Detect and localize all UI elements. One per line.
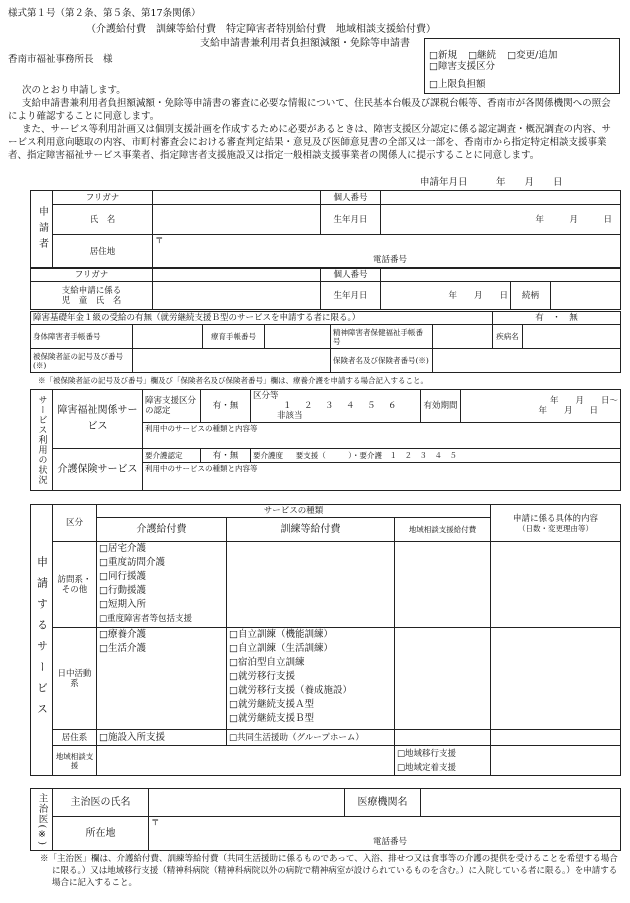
checkbox-support-class[interactable]: □障害支援区分 <box>429 61 495 72</box>
institution-field[interactable] <box>421 789 621 817</box>
checkbox-new[interactable]: □新規 <box>429 50 457 61</box>
institution-label: 医療機関名 <box>345 789 421 817</box>
content-residential-field[interactable] <box>491 730 621 746</box>
child-name-label: 支給申請に係る 児 童 氏 名 <box>31 282 153 310</box>
period-end: 年 月 日 <box>538 406 598 416</box>
option-group-home[interactable]: □共同生活援助（グループホーム） <box>229 732 364 743</box>
training-residential-cell <box>227 730 395 746</box>
care-level-values: 要支援（ ）・要介護 １ ２ ３ ４ ５ <box>295 450 457 460</box>
request-section-label: 申請するサービス <box>31 505 53 776</box>
application-type-box <box>424 38 620 94</box>
doctor-address-field[interactable] <box>149 817 621 851</box>
checkbox-cap-amount[interactable]: □上限負担額 <box>429 79 486 90</box>
category-header: 区分 <box>53 505 97 542</box>
mental-handbook-field[interactable] <box>433 325 493 349</box>
child-relation-field[interactable] <box>551 282 621 310</box>
welfare-services-label: 障害福祉関係サービス <box>53 390 143 449</box>
class-not-applicable: 非該当 <box>277 411 303 421</box>
application-date[interactable]: 申請年月日 年 月 日 <box>420 177 563 188</box>
insured-note: ※「被保険者証の記号及び番号」欄及び「保険者名及び保険者番号」欄は、療養介護を申請する場合記入すること。 <box>38 376 428 385</box>
option-short-stay[interactable]: □短期入所 <box>99 599 146 610</box>
requested-services-table <box>30 504 621 776</box>
training-visiting-empty <box>227 542 395 628</box>
applicant-postal-mark: 〒 <box>155 236 164 246</box>
applicant-address-field[interactable] <box>153 235 621 269</box>
care-daytime-list <box>97 628 227 730</box>
services-in-use-section-label: サービス利用の状況 <box>31 390 53 491</box>
content-community-field[interactable] <box>491 746 621 776</box>
community-options-cell <box>395 746 491 776</box>
support-class-choice[interactable]: 有・無 <box>201 390 251 423</box>
option-independence-life[interactable]: □自立訓練（生活訓練） <box>229 643 333 654</box>
doctor-phone-label: 電話番号 <box>373 837 408 847</box>
doctor-table <box>30 788 621 851</box>
community-benefit-header: 地域相談支援給付費 <box>395 518 491 542</box>
applicant-furigana-label: フリガナ <box>53 191 153 205</box>
form-title-line2: 支給申請書兼利用者負担額減額・免除等申請書 <box>200 38 410 49</box>
child-name-field[interactable] <box>153 282 321 310</box>
applicant-name-field[interactable] <box>153 205 321 235</box>
intro-paragraph3: また、サービス等利用計画又は個別支援計画を作成するために必要があるときは、障害支援区分認定に係る認定調査・概況調査の内容、サービス利用意向聴取の内容、市町村審査会における審査判定結果・意見及び医師意見書の全部又は一部を、香南市から指定特定相談支援事業者、指定障害福祉サービス事業者、指定障害者支援施設又は指定一般相談支援事業者の関係人に提示することに同意します。 <box>8 124 612 161</box>
care-cert-label: 要介護認定 <box>143 449 201 463</box>
disease-label: 疾病名 <box>493 325 523 349</box>
community-visiting-empty <box>395 542 491 628</box>
applicant-id-label: 個人番号 <box>321 191 381 205</box>
option-residential-training[interactable]: □宿泊型自立訓練 <box>229 657 305 668</box>
option-home-care[interactable]: □居宅介護 <box>99 543 146 554</box>
insurer-label: 保険者名及び保険者番号(※) <box>331 349 433 373</box>
option-employment-transition-school[interactable]: □就労移行支援（養成施設） <box>229 685 352 696</box>
option-community-settlement[interactable]: □地域定着支援 <box>397 762 457 773</box>
applicant-address-label: 居住地 <box>53 235 153 269</box>
care-benefit-header: 介護給付費 <box>97 518 227 542</box>
pension-choice[interactable]: 有 ・ 無 <box>493 312 621 325</box>
doctor-name-field[interactable] <box>149 789 345 817</box>
applicant-table <box>30 190 621 269</box>
rehab-handbook-label: 療育手帳番号 <box>203 325 265 349</box>
care-cert-choice[interactable]: 有・無 <box>201 449 251 463</box>
option-employment-a[interactable]: □就労継続支援Ａ型 <box>229 699 314 710</box>
option-community-transition[interactable]: □地域移行支援 <box>397 748 457 759</box>
content-daytime-field[interactable] <box>491 628 621 730</box>
checkbox-continue[interactable]: □継続 <box>468 50 497 61</box>
care-insurance-label: 介護保険サービス <box>53 449 143 491</box>
service-types-header: サービスの種類 <box>97 505 491 518</box>
child-id-field[interactable] <box>381 268 621 282</box>
class-values-cell[interactable] <box>251 390 421 423</box>
care-residential-cell <box>97 730 227 746</box>
option-severe-visiting-care[interactable]: □重度訪問介護 <box>99 557 165 568</box>
support-class-label: 障害支援区分の認定 <box>143 390 201 423</box>
physical-handbook-field[interactable] <box>133 325 203 349</box>
child-table <box>30 267 621 310</box>
doctor-note: ※「主治医」欄は、介護給付費、訓練等給付費（共同生活援助に係るものであって、入浴、排せつ又は食事等の介護の提供を受けることを希望する場合に限る。）又は地域移行支援（精神科病院（精神科病院以外の病院で精神病室が設けられているものを含む。）に入院している者に限る。）を申請する場合に記入すること。 <box>40 854 618 888</box>
checkbox-change[interactable]: □変更/追加 <box>507 50 558 61</box>
request-content-header: 申請に係る具体的内容 （日数・変更理由等） <box>491 505 621 542</box>
visiting-group-label: 訪問系・その他 <box>53 542 97 628</box>
insured-number-field[interactable] <box>133 349 331 373</box>
option-employment-transition[interactable]: □就労移行支援 <box>229 671 295 682</box>
option-facility-admission[interactable]: □施設入所支援 <box>99 731 165 743</box>
form-title-line1: （介護給付費 訓練等給付費 特定障害者特別給付費 地域相談支援給付費） <box>86 24 436 35</box>
option-medical-care[interactable]: □療養介護 <box>99 629 146 640</box>
child-furigana-label: フリガナ <box>31 268 153 282</box>
period-start: 年 月 日～ <box>549 396 618 406</box>
services-in-use-table <box>30 389 621 491</box>
care-level-cell[interactable] <box>251 449 621 463</box>
option-behavior-support[interactable]: □行動援護 <box>99 585 146 596</box>
option-independence-function[interactable]: □自立訓練（機能訓練） <box>229 629 333 640</box>
disease-field[interactable] <box>523 325 621 349</box>
mental-handbook-label: 精神障害者保健福祉手帳番号 <box>331 325 433 349</box>
option-accompanying-support[interactable]: □同行援護 <box>99 571 146 582</box>
welfare-in-use-types[interactable]: 利用中のサービスの種類と内容等 <box>143 423 621 449</box>
care-in-use-types[interactable]: 利用中のサービスの種類と内容等 <box>143 463 621 491</box>
doctor-section-label: 主治医(※) <box>31 789 53 851</box>
child-relation-label: 続柄 <box>511 282 551 310</box>
doctor-address-label: 所在地 <box>53 817 149 851</box>
content-visiting-field[interactable] <box>491 542 621 628</box>
valid-period-field[interactable] <box>461 390 621 423</box>
insured-number-label: 被保険者証の記号及び番号(※) <box>31 349 133 373</box>
child-id-label: 個人番号 <box>321 268 381 282</box>
child-birth-label: 生年月日 <box>321 282 381 310</box>
handbook-table <box>30 311 621 373</box>
class-values: １ ２ ３ ４ ５ ６ <box>283 401 399 411</box>
class-label: 区分等 <box>253 391 279 401</box>
applicant-section-label: 申請者 <box>31 191 53 269</box>
applicant-id-field[interactable] <box>381 191 621 205</box>
rehab-handbook-field[interactable] <box>265 325 331 349</box>
physical-handbook-label: 身体障害者手帳番号 <box>31 325 133 349</box>
care-level-label: 要介護度 <box>253 450 283 460</box>
doctor-postal-mark: 〒 <box>151 818 160 828</box>
community-care-empty <box>97 746 395 776</box>
option-employment-b[interactable]: □就労継続支援Ｂ型 <box>229 713 314 724</box>
community-residential-empty <box>395 730 491 746</box>
training-daytime-list <box>227 628 395 730</box>
child-birth-field[interactable]: 年 月 日 <box>381 282 511 310</box>
option-comprehensive-support[interactable]: □重度障害者等包括支援 <box>99 614 193 624</box>
pension-question: 障害基礎年金１級の受給の有無（就労継続支援Ｂ型のサービスを申請する者に限る。） <box>31 312 493 325</box>
intro-line1: 次のとおり申請します。 <box>22 85 126 96</box>
applicant-furigana-field[interactable] <box>153 191 321 205</box>
applicant-birth-field[interactable]: 年 月 日 <box>381 205 621 235</box>
applicant-name-label: 氏 名 <box>53 205 153 235</box>
community-daytime-empty <box>395 628 491 730</box>
application-type-row1 <box>429 43 557 62</box>
intro-paragraph2: 支給申請書兼利用者負担額減額・免除等申請書の審査に必要な情報について、住民基本台帳及び課税台帳等、香南市が各関係機関への照会により確認することに同意します。 <box>8 98 611 122</box>
option-life-care[interactable]: □生活介護 <box>99 643 146 654</box>
training-benefit-header: 訓練等給付費 <box>227 518 395 542</box>
residential-group-label: 居住系 <box>53 730 97 746</box>
addressee: 香南市福祉事務所長 様 <box>8 54 113 65</box>
applicant-phone-label: 電話番号 <box>373 255 408 265</box>
daytime-group-label: 日中活動系 <box>53 628 97 730</box>
form-number: 様式第１号（第２条、第５条、第17条関係） <box>8 8 201 19</box>
applicant-birth-label: 生年月日 <box>321 205 381 235</box>
community-group-label: 地域相談支援 <box>53 746 97 776</box>
doctor-name-label: 主治医の氏名 <box>53 789 149 817</box>
child-furigana-field[interactable] <box>153 268 321 282</box>
care-visiting-list <box>97 542 227 628</box>
valid-period-label: 有効期間 <box>421 390 461 423</box>
insurer-field[interactable] <box>433 349 621 373</box>
